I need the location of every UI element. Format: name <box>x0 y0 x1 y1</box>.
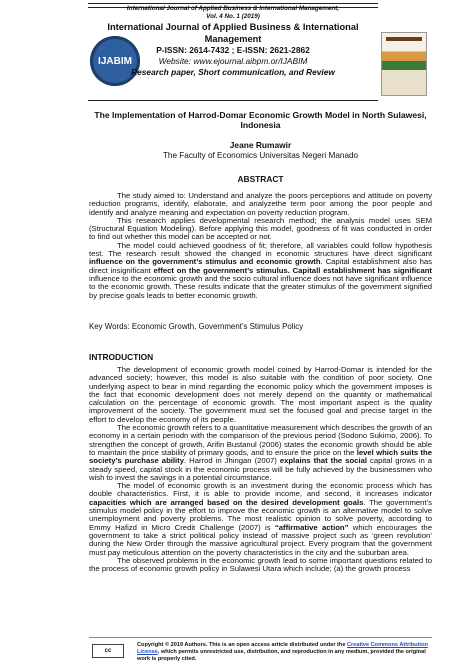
intro-text: The model of economic growth is an investment during the economic process which has double characteristics. First, it is able to provide income, and second, it increases indicator <box>89 481 432 499</box>
abstract-text: The model could achieved goodness of fit; therefore, all variables could follow hypothesis test. The research result showed the changed in economic structures have direct significant <box>89 240 432 259</box>
header-text <box>88 5 378 78</box>
copyright-text: Copyright © 2019 Authors. This is an open access article distributed under the <box>137 642 347 648</box>
header-rule-bottom <box>88 100 378 101</box>
ijabim-logo: IJABIM <box>90 36 140 86</box>
abstract-paragraph-3 <box>89 242 432 300</box>
author-name: Jeane Rumawir <box>229 140 292 150</box>
issn-line: P-ISSN: 2614-7432 ; E-ISSN: 2621-2862 <box>156 45 310 55</box>
intro-text: which encourages the government to take a strict political policy instead of massive project such as ‘green revolution’ during the New Order through the massive agricultural project. Every program that the government must pay meticulous attention on the poverty characteristics in the city and the suburban area. <box>89 522 432 557</box>
paper-title-line-2: Indonesia <box>240 120 281 130</box>
intro-text: . Harrod in Jhingan (2007) <box>184 456 280 466</box>
paper-title <box>89 110 432 130</box>
abstract-heading: ABSTRACT <box>237 174 284 184</box>
paper-type-line: Research paper, Short communication, and Review <box>131 67 335 77</box>
abstract-emphasis: influence on the government’s stimulus and economic growth <box>89 257 321 267</box>
cover-band <box>386 37 422 41</box>
abstract-paragraph-1: The study aimed to: Understand and analyze the poors perceptions and attitude on poverty reduction programs, identify, elaborate, and analyzethe term poor among the poor people and identify and analyze meaning and expectation on poverty reduction program. <box>89 191 432 217</box>
footer-rule <box>89 637 432 638</box>
abstract-emphasis: effect on the government’s stimulus. Capitall establishment has significant <box>153 265 432 275</box>
header-rule-top <box>88 3 378 4</box>
website-line: Website: www.ejournal.aibpm.or/IJABIM <box>158 56 308 66</box>
journal-line: International Journal of Applied Business & International Management, <box>126 5 340 12</box>
journal-cover-image <box>381 32 427 96</box>
introduction-heading: INTRODUCTION <box>89 352 154 362</box>
intro-text: capital grows in a steady speed, capital stock in the economic process will be fully achieved by the businessmen who wish to invest the savings in a potential circumstance. <box>89 456 432 482</box>
intro-emphasis: capacities which are arranged based on the desired development goals <box>89 497 364 507</box>
journal-title-1: International Journal of Applied Business & International <box>107 22 359 32</box>
intro-paragraph-3 <box>89 482 432 557</box>
abstract-body <box>89 192 432 300</box>
intro-emphasis: level which suits the society’s purchase ability <box>89 447 432 466</box>
copyright-text: , which permits unrestricted use, distribution, and reproduction in any medium, provided the original work is properly cited. <box>137 649 426 662</box>
intro-paragraph-4: The observed problems in the economic growth lead to some important questions related to the process of economic growth policy in Sulawesi Utara which include; (a) the growth process <box>89 555 432 574</box>
intro-paragraph-1: The development of economic growth model coined by Harrod-Domar is intended for the advanced society; however, this model is also suitable with the condition of poor society. One underlying aspect to bear in mind regarding the economic policy which the government imposes is the fact that economic development does not merely depend on the quantity or mathematical calculation on the percentage of economic growth. The most important aspect is the quality improvement of the society. The government must set the focused goal and precise target in the effort to develop the economy of its people. <box>89 365 432 424</box>
abstract-text: influence to the economic growth and the socio cultural influence does not have significant influence to the economic growth. These results indicate that the greater stimulus of the government signified by precise goals leads to better economic growth. <box>89 273 432 300</box>
introduction-body <box>89 366 432 573</box>
intro-paragraph-2 <box>89 424 432 482</box>
copyright-notice <box>137 642 433 663</box>
author-affiliation: The Faculty of Economics Universitas Negeri Manado <box>162 151 359 160</box>
keywords: Key Words: Economic Growth, Government’s Stimulus Policy <box>89 322 304 331</box>
volume-line: Vol. 4 No. 1 (2019) <box>206 13 260 20</box>
license-link[interactable]: Creative Commons Attribution License <box>137 642 428 655</box>
paper-title-line-1: The Implementation of Harrod-Domar Economic Growth Model in North Sulawesi, <box>94 110 427 120</box>
abstract-text: . Capital establishment also has direct insignificant <box>89 257 432 275</box>
intro-emphasis: explains that the social <box>279 456 367 466</box>
abstract-paragraph-2: This research applies developmental research method; the analysis model uses SEM (Structural Equation Modeling). Before applying this model, goodness of fit was conducted in order to find out whether this model can be accepted or not. <box>89 215 432 242</box>
journal-title-2: Management <box>204 34 262 44</box>
creative-commons-badge-icon: cc <box>92 644 124 658</box>
intro-text: . The government’s stimulus model policy in the effort to improve the economic growth is an alternative model to solve unemployment and poverty problems. The most realistic opinion to solve poverty, according to Emmy Hafizd in Micro Credit Challenge (2007) is <box>89 497 432 532</box>
intro-text: The economic growth refers to a quantitative measurement which describes the growth of an economy in a certain periodn with the comparison of the previous period (Sodono Sukirno, 2006). To strengthen the concept of growth, Arifin Bustanul (2006) states the economic growth should be able to maintain the price stability of primary goods, and to ensure the price on the <box>89 423 432 457</box>
intro-emphasis: “affirmative action” <box>274 522 349 532</box>
